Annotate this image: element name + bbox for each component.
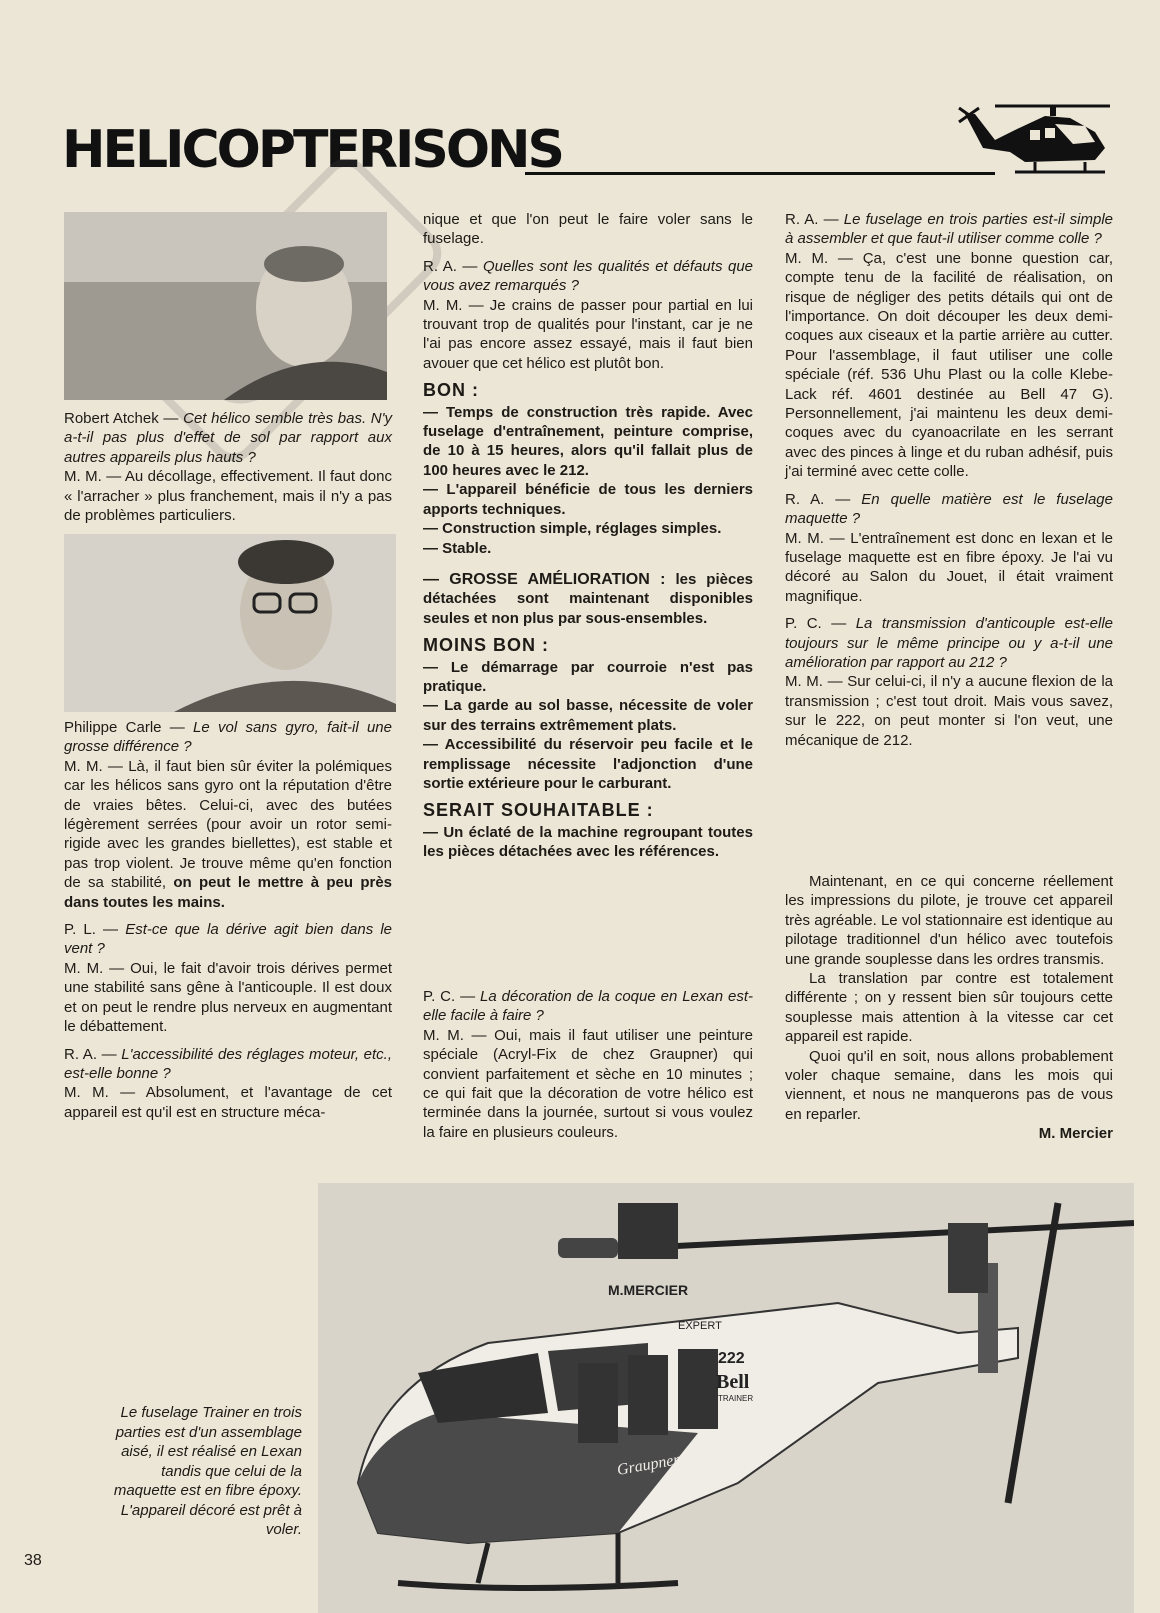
- question: Est-ce que la dérive agit bien dans le vent ?: [64, 921, 393, 958]
- speaker: M. M. —: [423, 1026, 487, 1044]
- column-1-text: [64, 409, 392, 533]
- answer: Au décollage, effectivement. Il faut donc « l'arracher » plus franchement, mais il n'y a pas de problèmes particuliers.: [64, 468, 392, 525]
- question: En quelle matière est le fuselage maquette ?: [785, 490, 1113, 528]
- question: La transmission d'anticouple est-elle toujours sur le même principe ou y a-t-il une amélioration par rapport au 212 ?: [785, 615, 1114, 671]
- photo-label-name: M.MERCIER: [608, 1282, 689, 1298]
- speaker: M. M. —: [64, 468, 122, 486]
- speaker: M. M. —: [785, 673, 843, 691]
- answer: nique et que l'on peut le faire voler sans le fuselage.: [423, 211, 753, 248]
- photo-label-logo: Bell: [716, 1371, 750, 1393]
- question: Le vol sans gyro, fait-il une grosse différence ?: [64, 719, 392, 756]
- speaker: R. A. —: [785, 211, 839, 228]
- list-item: — La garde au sol basse, nécessite de voler sur des terrains extrêmement plats.: [423, 697, 753, 734]
- question: Quelles sont les qualités et défauts que vous avez remarqués ?: [423, 257, 754, 295]
- column-3-text: [785, 210, 1113, 758]
- answer: Sur celui-ci, il n'y a aucune flexion de la transmission ; c'est tout droit. Mais vous savez, sur le 222, on peut monter si l'on veut, une mécanique de 212.: [785, 673, 1113, 749]
- speaker: M. M. —: [785, 249, 853, 267]
- speaker: R. A. —: [64, 1045, 117, 1063]
- section-heading-grosse-amelioration: — GROSSE AMÉLIORATION :: [423, 570, 666, 588]
- title-rule: [525, 172, 995, 175]
- answer: Je crains de passer pour partial en lui trouvant trop de qualités pour l'instant, car je ne l'ai pas encore assez essayé, mais il faut bien avouer que cet hélico est plutôt bon.: [423, 296, 753, 372]
- photo-label-trainer: TRAINER: [718, 1394, 754, 1403]
- photo-label-brand: EXPERT: [678, 1320, 722, 1332]
- answer: Ça, c'est une bonne question car, compte tenu de la facilité de réalisation, on risque de négliger des petits détails qui ont de l'importance. On doit découper les deux demi-coques aux ciseaux et la partie arrière au cutter. Pour l'assemblage, il faut utiliser une colle spéciale (réf. 536 Uhu Plast ou la colle Klebe-Lack réf. 4601 destinée au Bell 47 G). Personnellement, j'ai maintenu les deux demi-coques avec du cyanoacrilate en les serrant avec des pinces à linge et du ruban adhésif, puis j'ai terminé avec cette colle.: [785, 249, 1113, 481]
- paragraph: Quoi qu'il en soit, nous allons probablement voler chaque semaine, dans les mois qui viennent, et nous ne manquerons pas de vous en reparler.: [785, 1047, 1113, 1123]
- speaker: Robert Atchek —: [64, 410, 179, 427]
- section-heading-moins-bon: MOINS BON :: [423, 635, 549, 656]
- section-heading-bon: BON :: [423, 380, 479, 401]
- helicopter-icon: [955, 100, 1115, 182]
- speaker: M. M. —: [785, 529, 845, 547]
- portrait-photo-philippe-carle: [64, 534, 396, 712]
- photo-label-maker: Graupner: [615, 1451, 681, 1479]
- speaker: R. A. —: [785, 490, 851, 508]
- answer: Oui, le fait d'avoir trois dérives permet une stabilité sans gêne à l'anticouple. Il est doux et on peut le rendre plus nerveux en augmentant le débattement.: [64, 959, 392, 1036]
- paragraph: La translation par contre est totalement différente ; on y ressent bien sûr toujours cette souplesse mais attention à la vitesse car cet appareil est rapide.: [785, 970, 1113, 1046]
- list-item: — Temps de construction très rapide. Avec fuselage d'entraînement, peinture comprise, de 10 à 15 heures, alors qu'il fallait plus de 100 heures avec le 212.: [423, 403, 753, 479]
- answer: Oui, mais il faut utiliser une peinture spéciale (Acryl-Fix de chez Graupner) qui convient parfaitement et sèche en 10 minutes ; ce qui fait que la décoration de votre hélico est terminée dans la journée, surtout si vous voulez la faire en plusieurs couleurs.: [423, 1026, 753, 1141]
- speaker: P. C. —: [785, 615, 847, 633]
- answer: Là, il faut bien sûr éviter la polémiques car les hélicos sans gyro ont la réputation d'être de vraies bêtes. Celui-ci, avec des butées légèrement serrées (pour avoir un rotor semi-rigide avec les grandes biellettes), est stable et pas trop violent. Je trouve même qu'en fonction de sa stabilité,: [64, 757, 392, 892]
- page-number: 38: [24, 1552, 42, 1569]
- question: Cet hélico semble très bas. N'y a-t-il pas plus d'effet de sol par rapport aux autres appareils plus hauts ?: [64, 410, 393, 466]
- question: La décoration de la coque en Lexan est-elle facile à faire ?: [423, 988, 754, 1025]
- page-title: HELICOPTERISONS: [62, 120, 563, 180]
- author-signature: M. Mercier: [1038, 1125, 1113, 1143]
- question: Le fuselage en trois parties est-il simple à assembler et que faut-il utiliser comme colle ?: [785, 211, 1113, 248]
- speaker: R. A. —: [423, 257, 478, 275]
- portrait-photo-robert-atchek: [64, 212, 387, 400]
- speaker: M. M. —: [64, 1084, 136, 1102]
- list-item: — L'appareil bénéficie de tous les derniers apports techniques.: [423, 481, 753, 518]
- list-item: — Stable.: [423, 539, 492, 557]
- paragraph: Maintenant, en ce qui concerne réellement les impressions du pilote, je trouve cet appareil très agréable. Le vol stationnaire est identique au pilotage traditionnel d'un hélico avec toutefois une grande souplesse dans les ordres transmis.: [785, 873, 1113, 968]
- speaker: M. M. —: [64, 959, 125, 977]
- speaker: P. L. —: [64, 921, 119, 939]
- answer-emphasis: on peut le mettre à peu près dans toutes les mains.: [64, 874, 393, 911]
- answer: Absolument, et l'avantage de cet appareil est qu'il est en structure méca-: [64, 1084, 393, 1121]
- list-item: les pièces détachées sont maintenant disponibles seules et non plus par sous-ensembles.: [423, 570, 753, 627]
- list-item: — Accessibilité du réservoir peu facile et le remplissage nécessite l'adjonction d'une sortie extérieure pour le carburant.: [423, 736, 753, 792]
- list-item: — Le démarrage par courroie n'est pas pratique.: [423, 658, 753, 695]
- photo-label-model: 222: [718, 1350, 745, 1367]
- column-3-conclusion: [785, 872, 1113, 1144]
- speaker: Philippe Carle —: [64, 719, 185, 736]
- speaker: P. C. —: [423, 988, 476, 1005]
- list-item: — Un éclaté de la machine regroupant toutes les pièces détachées avec les références.: [423, 823, 753, 861]
- question: L'accessibilité des réglages moteur, etc., est-elle bonne ?: [64, 1045, 392, 1082]
- photo-caption: Le fuselage Trainer en trois parties est d'un assemblage aisé, il est réalisé en Lexan tandis que celui de la maquette est en fibre époxy. L'appareil décoré est prêt à voler.: [113, 1404, 302, 1538]
- list-item: — Construction simple, réglages simples.: [423, 520, 722, 538]
- helicopter-photo: [318, 1183, 1134, 1613]
- column-1-text-lower: [64, 718, 392, 1130]
- column-2-text-lower: [423, 987, 753, 1150]
- section-heading-serait-souhaitable: SERAIT SOUHAITABLE :: [423, 800, 654, 821]
- speaker: M. M. —: [64, 757, 123, 775]
- speaker: M. M. —: [423, 296, 484, 314]
- answer: L'entraînement est donc en lexan et le fuselage maquette est en fibre époxy. Je l'ai vu décoré au Salon du Jouet, il était vraiment magnifique.: [785, 529, 1114, 605]
- column-2-text: [423, 210, 753, 870]
